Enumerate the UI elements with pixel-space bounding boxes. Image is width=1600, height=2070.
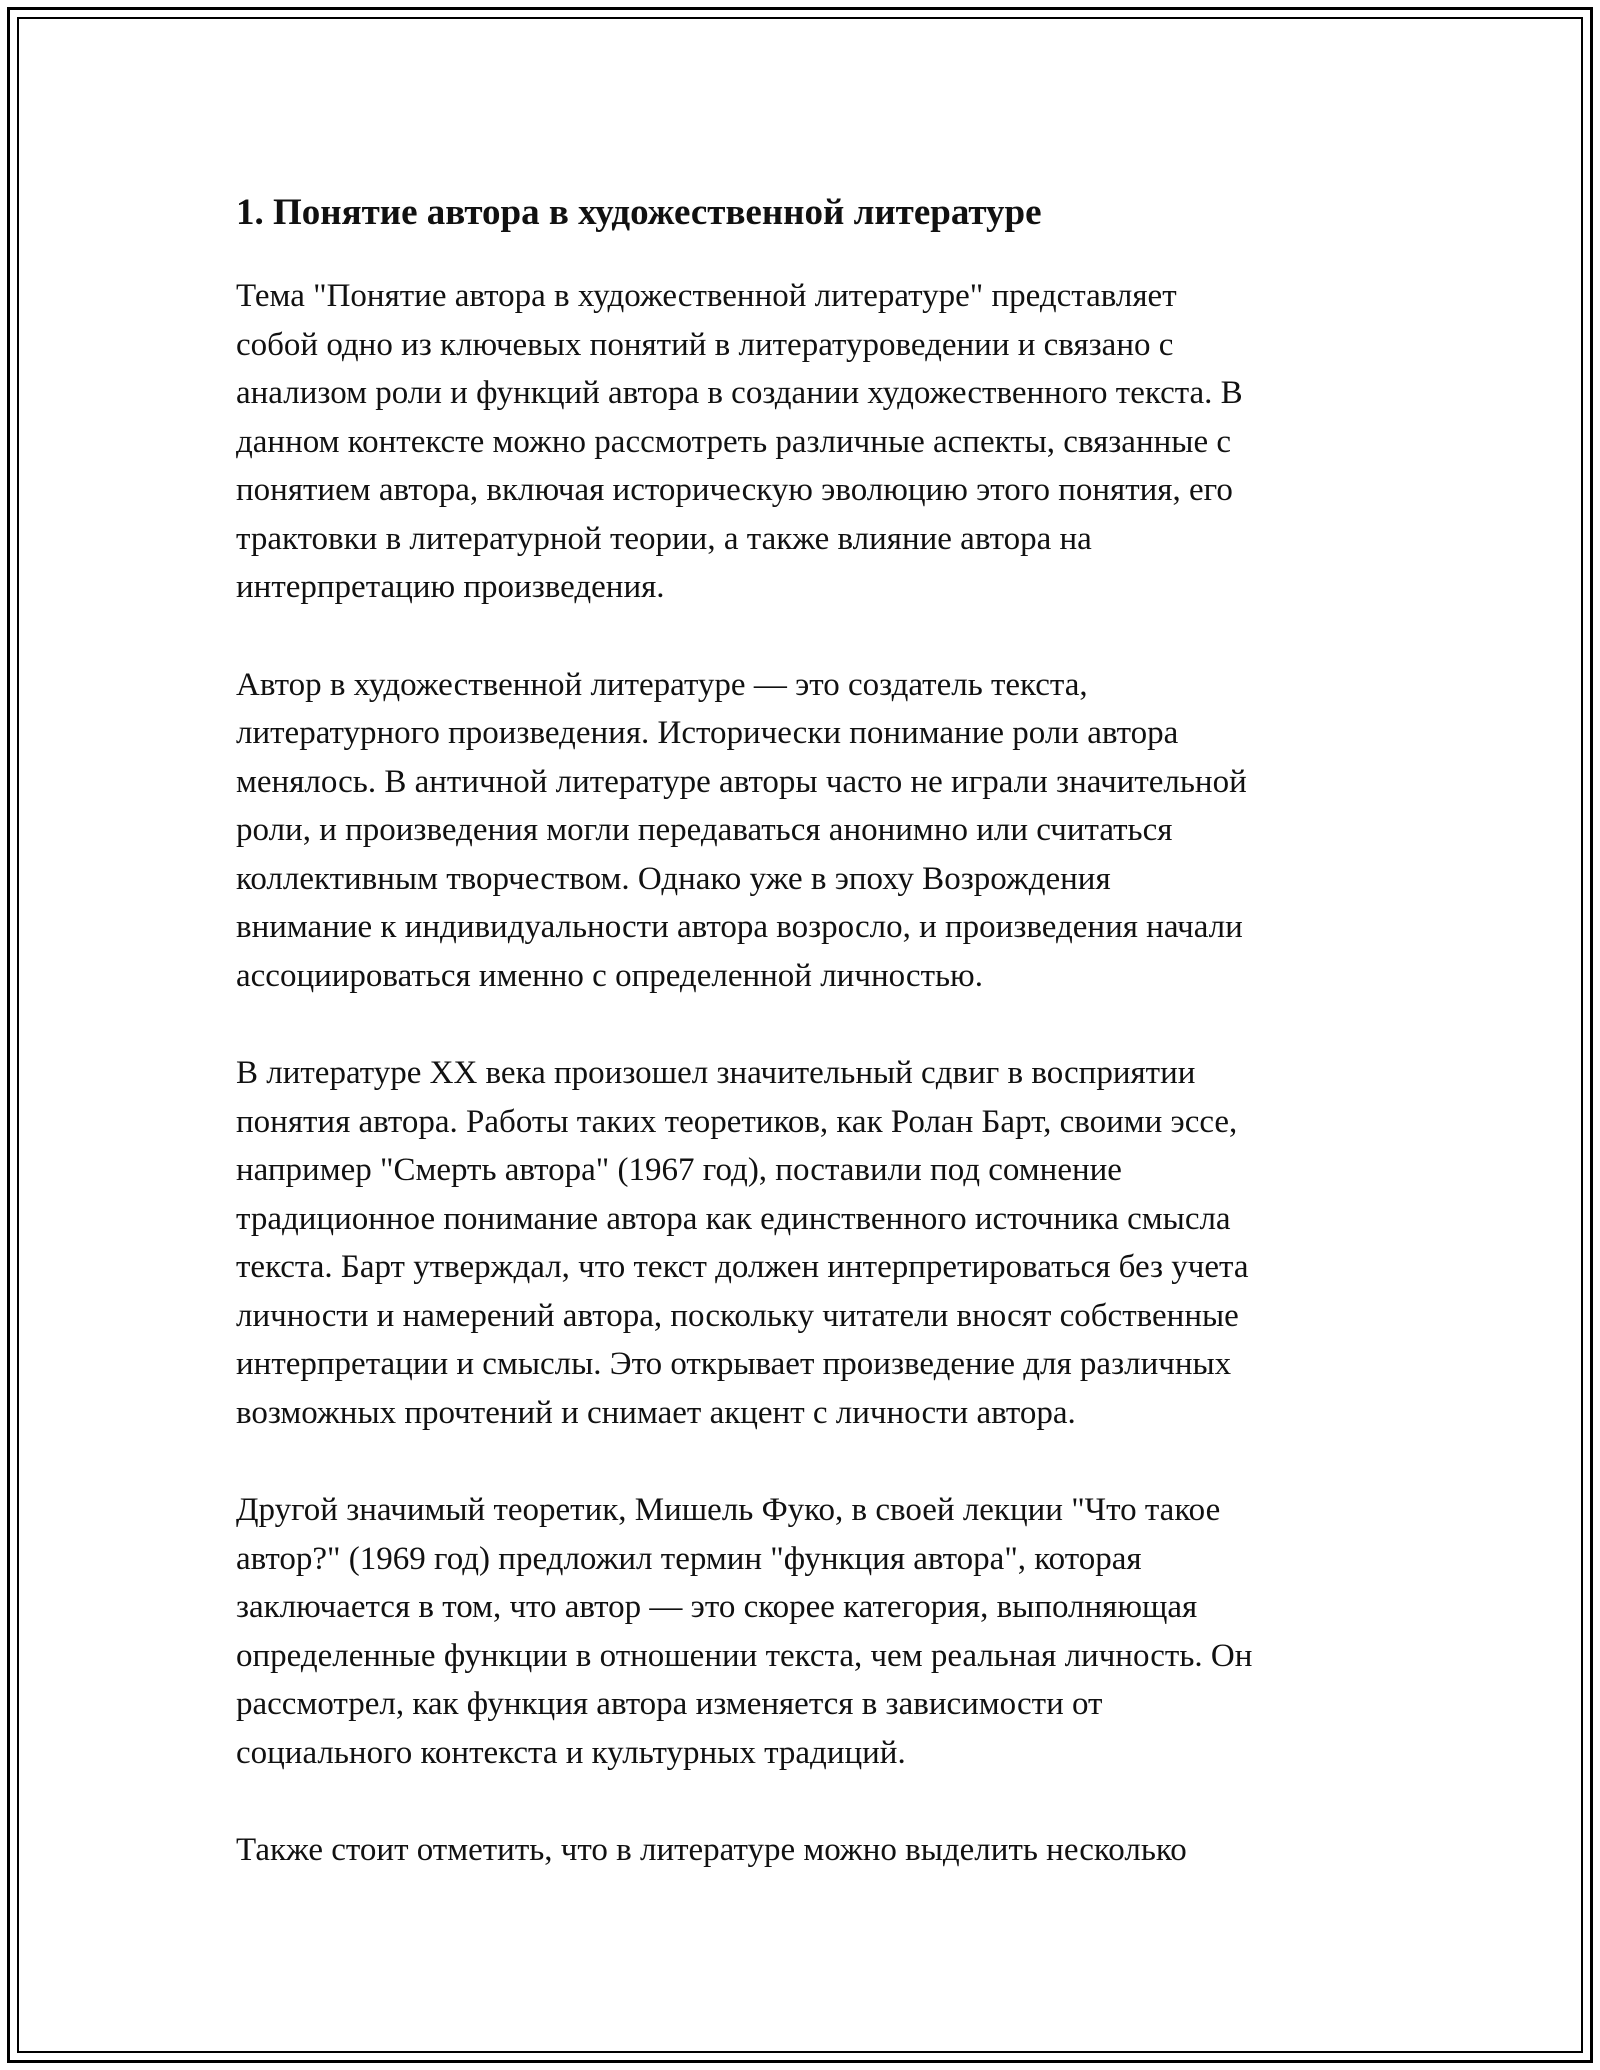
text-line: ассоциироваться именно с определенной личностью. (236, 957, 983, 994)
text-line: текста. Барт утверждал, что текст должен интерпретироваться без учета (236, 1249, 1249, 1285)
text-line: автор?" (1969 год) предложил термин "функция автора", которая (236, 1540, 1142, 1577)
text-line: рассмотрел, как функция автора изменяется в зависимости от (236, 1686, 1103, 1722)
text-line: понятием автора, включая историческую эволюцию этого понятия, его (236, 472, 1233, 508)
text-line: Тема "Понятие автора в художественной литературе" представляет (236, 278, 1177, 314)
text-line: данном контексте можно рассмотреть различные аспекты, связанные с (236, 423, 1231, 460)
text-line: социального контекста и культурных традиций. (236, 1734, 906, 1771)
text-line: менялось. В античной литературе авторы часто не играли значительной (236, 763, 1247, 800)
paragraph-5 (236, 1826, 1376, 1875)
text-line: например "Смерть автора" (1967 год), поставили под сомнение (236, 1152, 1122, 1188)
text-line: определенные функции в отношении текста, чем реальная личность. Он (236, 1637, 1253, 1674)
text-line: трактовки в литературной теории, а также влияние автора на (236, 520, 1092, 557)
text-line: заключается в том, что автор — это скорее категория, выполняющая (236, 1589, 1198, 1625)
text-line: коллективным творчеством. Однако уже в эпоху Возрождения (236, 860, 1111, 897)
text-line: интерпретации и смыслы. Это открывает произведение для различных (236, 1346, 1232, 1382)
section-heading: 1. Понятие автора в художественной литературе (236, 192, 1042, 233)
paragraph-3 (236, 1049, 1376, 1437)
text-line: интерпретацию произведения. (236, 569, 665, 605)
text-line: литературного произведения. Исторически понимание роли автора (236, 715, 1179, 751)
text-line: личности и намерений автора, поскольку читатели вносят собственные (236, 1297, 1239, 1334)
text-line: Также стоит отметить, что в литературе можно выделить несколько (236, 1832, 1187, 1868)
text-line: собой одно из ключевых понятий в литературоведении и связано с (236, 326, 1174, 363)
text-line: Автор в художественной литературе — это создатель текста, (236, 666, 1088, 703)
paragraph-1 (236, 272, 1376, 612)
text-line: роли, и произведения могли передаваться анонимно или считаться (236, 812, 1173, 848)
text-line: Другой значимый теоретик, Мишель Фуко, в своей лекции "Что такое (236, 1492, 1221, 1528)
paragraph-4 (236, 1486, 1376, 1777)
paragraph-2 (236, 661, 1376, 1001)
text-line: внимание к индивидуальности автора возросло, и произведения начали (236, 909, 1243, 945)
document-body (236, 188, 1376, 1924)
text-line: традиционное понимание автора как единственного источника смысла (236, 1200, 1231, 1237)
text-line: возможных прочтений и снимает акцент с личности автора. (236, 1394, 1076, 1431)
text-line: анализом роли и функций автора в создании художественного текста. В (236, 375, 1243, 411)
text-line: В литературе XX века произошел значительный сдвиг в восприятии (236, 1055, 1196, 1091)
text-line: понятия автора. Работы таких теоретиков, как Ролан Барт, своими эссе, (236, 1103, 1238, 1140)
